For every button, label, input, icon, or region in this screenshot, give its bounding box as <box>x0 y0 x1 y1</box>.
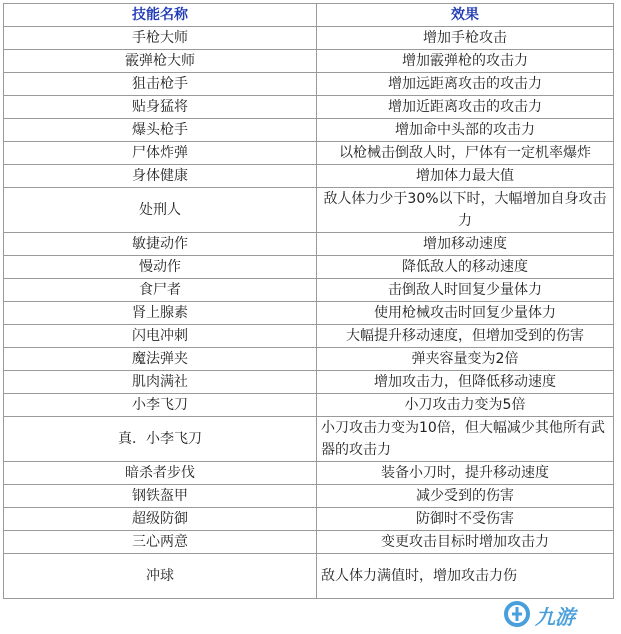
table-row <box>4 508 614 531</box>
table-row <box>4 256 614 279</box>
skill-name: 处刑人 <box>4 188 317 233</box>
skill-name: 敏捷动作 <box>4 233 317 256</box>
table-row <box>4 73 614 96</box>
nine-game-logo-icon <box>503 600 531 628</box>
table-row <box>4 188 614 233</box>
skill-name: 三心两意 <box>4 531 317 554</box>
skill-name: 肾上腺素 <box>4 302 317 325</box>
skill-name: 闪电冲刺 <box>4 325 317 348</box>
table-row <box>4 371 614 394</box>
table-header-row <box>4 4 614 27</box>
table-row <box>4 554 614 599</box>
skill-name: 狙击枪手 <box>4 73 317 96</box>
table-row <box>4 279 614 302</box>
skill-name: 魔法弹夹 <box>4 348 317 371</box>
skill-effect: 小刀攻击力变为5倍 <box>317 394 614 417</box>
table-row <box>4 348 614 371</box>
skill-name: 爆头枪手 <box>4 119 317 142</box>
skill-effect: 增加近距离攻击的攻击力 <box>317 96 614 119</box>
skill-name: 手枪大师 <box>4 27 317 50</box>
skill-name: 超级防御 <box>4 508 317 531</box>
skill-effect: 增加霰弹枪的攻击力 <box>317 50 614 73</box>
table-row <box>4 302 614 325</box>
skill-effect: 小刀攻击力变为10倍，但大幅减少其他所有武器的攻击力 <box>317 417 614 462</box>
skill-effect: 使用枪械攻击时回复少量体力 <box>317 302 614 325</box>
skill-effect: 装备小刀时，提升移动速度 <box>317 462 614 485</box>
skill-name: 小李飞刀 <box>4 394 317 417</box>
skill-name: 贴身猛将 <box>4 96 317 119</box>
skill-effect: 增加攻击力，但降低移动速度 <box>317 371 614 394</box>
table-row <box>4 233 614 256</box>
table-row <box>4 27 614 50</box>
skill-name: 暗杀者步伐 <box>4 462 317 485</box>
table-row <box>4 531 614 554</box>
skill-effect: 增加体力最大值 <box>317 165 614 188</box>
watermark-text: 九游 <box>535 605 575 629</box>
table-row <box>4 394 614 417</box>
skill-name: 钢铁盔甲 <box>4 485 317 508</box>
skills-table <box>3 3 614 599</box>
skill-effect: 弹夹容量变为2倍 <box>317 348 614 371</box>
skill-name: 食尸者 <box>4 279 317 302</box>
watermark <box>503 600 609 628</box>
skill-effect: 增加移动速度 <box>317 233 614 256</box>
table-row <box>4 119 614 142</box>
header-effect: 效果 <box>317 4 614 27</box>
skill-effect: 大幅提升移动速度，但增加受到的伤害 <box>317 325 614 348</box>
skill-effect: 增加命中头部的攻击力 <box>317 119 614 142</box>
table-row <box>4 165 614 188</box>
skill-name: 真．小李飞刀 <box>4 417 317 462</box>
skill-effect: 增加远距离攻击的攻击力 <box>317 73 614 96</box>
table-row <box>4 325 614 348</box>
skill-effect: 敌人体力满值时，增加攻击力伤 <box>317 554 614 599</box>
skill-name: 慢动作 <box>4 256 317 279</box>
table-row <box>4 50 614 73</box>
skill-effect: 击倒敌人时回复少量体力 <box>317 279 614 302</box>
skill-name: 身体健康 <box>4 165 317 188</box>
skill-name: 冲球 <box>4 554 317 599</box>
table-row <box>4 485 614 508</box>
skill-effect: 减少受到的伤害 <box>317 485 614 508</box>
skill-effect: 以枪械击倒敌人时，尸体有一定机率爆炸 <box>317 142 614 165</box>
skill-effect: 防御时不受伤害 <box>317 508 614 531</box>
skill-name: 霰弹枪大师 <box>4 50 317 73</box>
skill-effect: 敌人体力少于30%以下时，大幅增加自身攻击力 <box>317 188 614 233</box>
table-row <box>4 96 614 119</box>
skill-effect: 降低敌人的移动速度 <box>317 256 614 279</box>
table-row <box>4 142 614 165</box>
table-row <box>4 417 614 462</box>
table-row <box>4 462 614 485</box>
skill-name: 尸体炸弹 <box>4 142 317 165</box>
skill-effect: 增加手枪攻击 <box>317 27 614 50</box>
skill-name: 肌肉满社 <box>4 371 317 394</box>
header-skill-name: 技能名称 <box>4 4 317 27</box>
skill-effect: 变更攻击目标时增加攻击力 <box>317 531 614 554</box>
